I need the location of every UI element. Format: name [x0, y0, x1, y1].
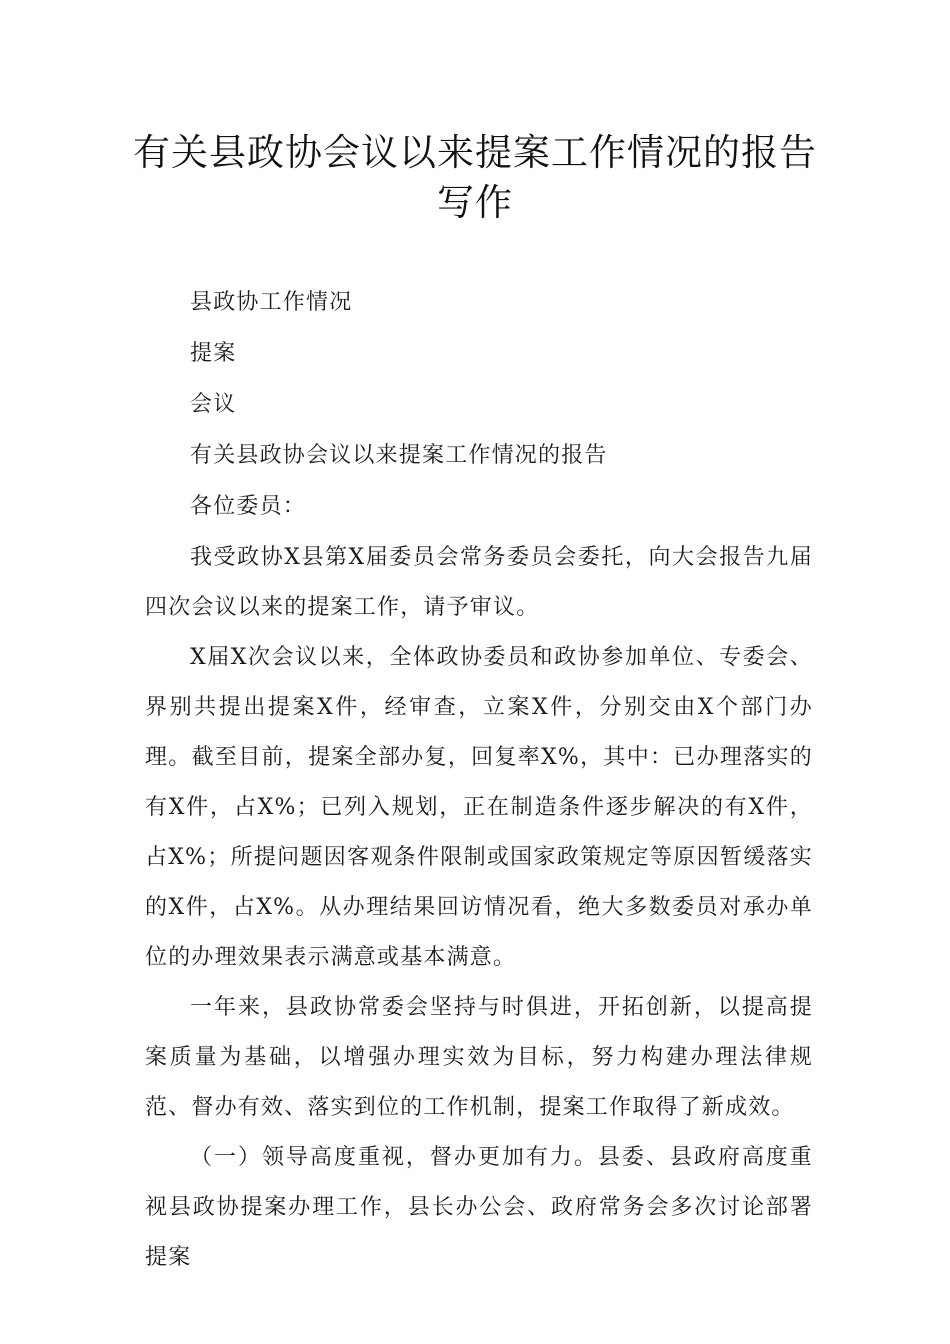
keyword-2: 提案 — [190, 341, 237, 366]
keyword-3: 会议 — [190, 392, 237, 417]
keyword-1: 县政协工作情况 — [190, 290, 353, 315]
document-title: 有关县政协会议以来提案工作情况的报告写作 — [133, 131, 817, 224]
salutation: 各位委员： — [190, 494, 307, 519]
paragraph-intro: 我受政协X县第X届委员会常务委员会委托，向大会报告九届四次会议以来的提案工作，请予审议。 — [145, 545, 813, 620]
paragraph-section-one: （一）领导高度重视，督办更加有力。县委、县政府高度重视县政协提案办理工作，县长办公会、政府常务会多次讨论部署提案 — [145, 1145, 813, 1270]
document-body — [145, 278, 813, 1283]
paragraph-summary: 一年来，县政协常委会坚持与时俱进，开拓创新，以提高提案质量为基础，以增强办理实效为目标，努力构建办理法律规范、督办有效、落实到位的工作机制，提案工作取得了新成效。 — [145, 995, 813, 1120]
paragraph-statistics: X届X次会议以来，全体政协委员和政协参加单位、专委会、界别共提出提案X件，经审查，立案X件，分别交由X个部门办理。截至目前，提案全部办复，回复率X%，其中：已办理落实的有X件，占X%；已列入规划，正在制造条件逐步解决的有X件，占X%；所提问题因客观条件限制或国家政策规定等原因暂缓落实的X件，占X%。从办理结果回访情况看，绝大多数委员对承办单位的办理效果表示满意或基本满意。 — [145, 645, 813, 970]
report-subtitle: 有关县政协会议以来提案工作情况的报告 — [190, 443, 608, 468]
